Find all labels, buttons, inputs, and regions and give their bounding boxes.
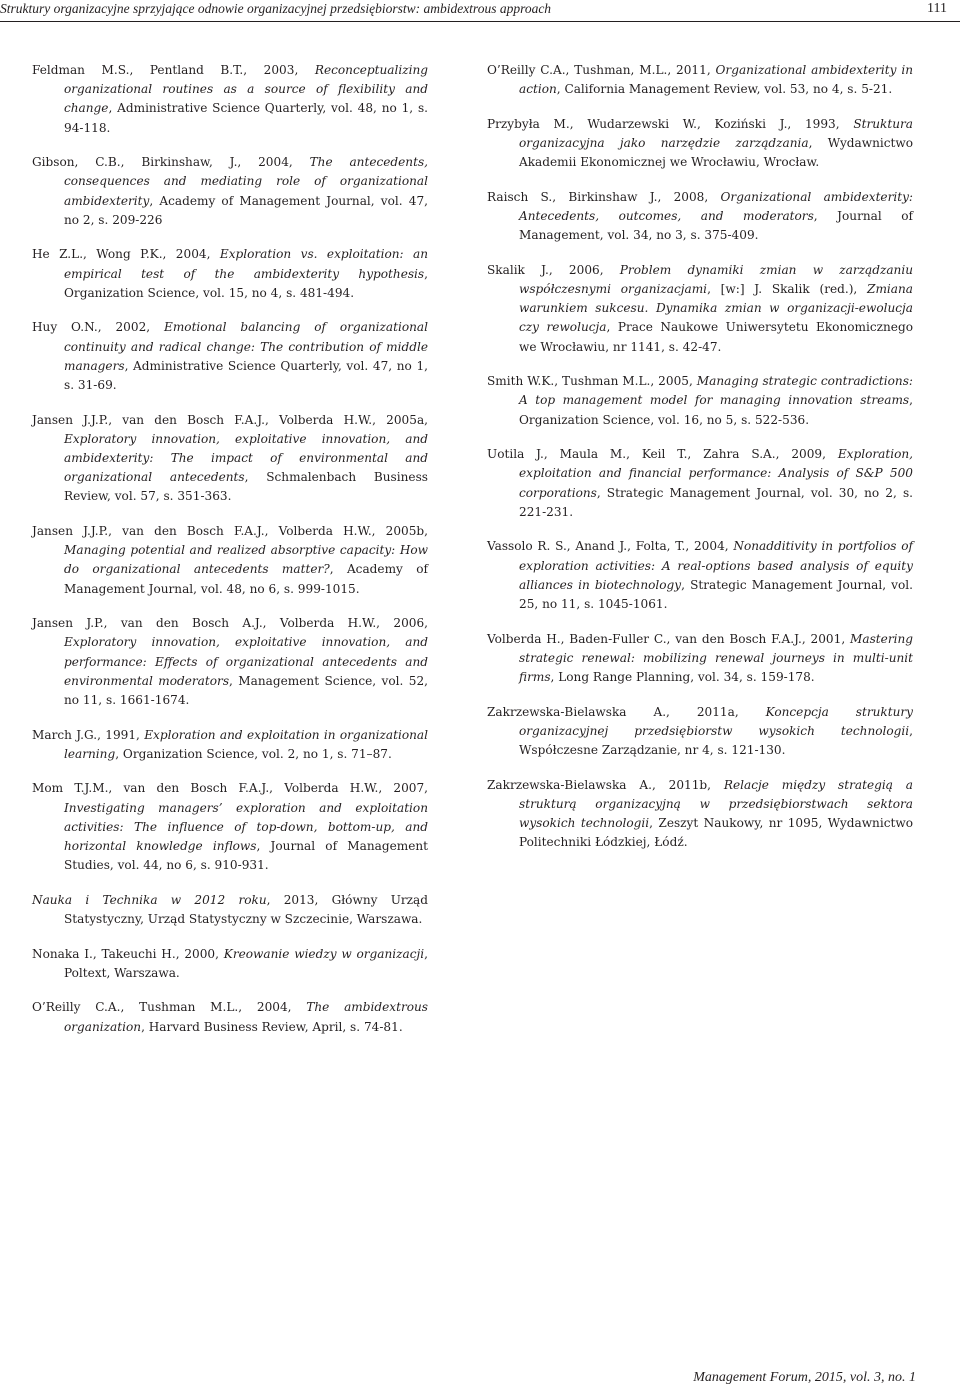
reference-authors: Przybyła M., Wudarzewski W., Koziński J., 1993, [487, 116, 854, 131]
journal-footer: Management Forum, 2015, vol. 3, no. 1 [693, 1370, 916, 1385]
reference-entry [32, 318, 428, 395]
reference-source: , Zeszyt Naukowy, nr 1095, Wydawnictwo Politechniki Łódzkiej, Łódź. [519, 816, 913, 850]
reference-title: Zmiana warunkiem sukcesu. Dynamika zmian w organizacji-ewolucja czy rewolucja [519, 282, 913, 335]
reference-title: Organizational ambidexterity in action [519, 63, 913, 97]
reference-source: , Administrative Science Quarterly, vol. 47, no 1, s. 31-69. [64, 358, 428, 393]
reference-entry [487, 445, 913, 522]
reference-title: Exploration vs. exploitation: an empirical test of the ambidexterity hypothesis [64, 247, 429, 281]
reference-title: Emotional balancing of organizational continuity and radical change: The contribution of middle managers [64, 320, 428, 373]
reference-entry [487, 776, 913, 853]
reference-entry [487, 372, 913, 430]
reference-authors: Nonaka I., Takeuchi H., 2000, [32, 946, 224, 961]
reference-source: , Journal of Management, vol. 34, no 3, s. 375-409. [519, 209, 913, 243]
reference-title: Nonadditivity in portfolios of exploration activities: A real-options based analysis of equity alliances in biotechnology [519, 539, 913, 592]
references-right-column [487, 61, 913, 868]
reference-authors: Volberda H., Baden-Fuller C., van den Bosch F.A.J., 2001, [487, 631, 850, 646]
reference-authors: He Z.L., Wong P.K., 2004, [32, 247, 220, 262]
reference-entry [487, 703, 913, 761]
reference-entry [32, 522, 428, 599]
reference-title: Problem dynamiki zmian w zarządzaniu współczesnymi organizacjami [519, 262, 913, 296]
reference-authors: O’Reilly C.A., Tushman M.L., 2004, [32, 1000, 307, 1015]
reference-authors: Zakrzewska-Bielawska A., 2011a, [487, 704, 766, 719]
reference-source: , Strategic Management Journal, vol. 30, no 2, s. 221-231. [519, 485, 913, 519]
reference-title: Nauka i Technika w 2012 roku [32, 892, 267, 907]
reference-authors: Skalik J., 2006, [487, 262, 620, 277]
reference-entry [32, 998, 428, 1036]
reference-title: Exploratory innovation, exploitative innovation, and ambidexterity: The impact of environmental and organizational antecedents [64, 431, 428, 485]
reference-entry [32, 779, 428, 875]
reference-title: Exploration and exploitation in organizational learning [64, 727, 428, 761]
reference-source: , Academy of Management Journal, vol. 47, no 2, s. 209-226 [64, 193, 428, 227]
reference-title: Struktura organizacyjna jako narzędzie zarządzania [519, 116, 913, 150]
reference-authors: Jansen J.J.P., van den Bosch F.A.J., Volberda H.W., 2005a, [32, 412, 428, 427]
reference-source: , 2013, Główny Urząd Statystyczny, Urząd Statystyczny w Szczecinie, Warszawa. [64, 892, 428, 927]
reference-title: Reconceptualizing organizational routines as a source of flexibility and change [64, 63, 428, 116]
reference-title: Exploratory innovation, exploitative innovation, and performance: Effects of organizational antecedents and environmental moderators [64, 635, 428, 688]
reference-source: , California Management Review, vol. 53, no 4, s. 5-21. [556, 82, 893, 97]
reference-authors: Smith W.K., Tushman M.L., 2005, [487, 374, 697, 389]
references-left-column [32, 61, 428, 1052]
reference-title: The ambidextrous organization [64, 1000, 429, 1034]
reference-authors: Vassolo R. S., Anand J., Folta, T., 2004, [487, 539, 734, 554]
reference-entry [32, 614, 428, 710]
reference-entry [32, 945, 428, 983]
reference-source: , Academy of Management Journal, vol. 48, no 6, s. 999-1015. [64, 562, 428, 596]
reference-title: The antecedents, consequences and mediating role of organizational ambidexterity [64, 155, 429, 208]
reference-source: , Organization Science, vol. 16, no 5, s. 522-536. [519, 393, 913, 427]
reference-authors: March J.G., 1991, [32, 727, 145, 742]
reference-source: , Organization Science, vol. 2, no 1, s. 71–87. [115, 746, 392, 761]
reference-source: , [w:] J. Skalik (red.), [707, 282, 868, 296]
reference-authors: Zakrzewska-Bielawska A., 2011b, [487, 777, 724, 792]
reference-entry [487, 537, 913, 614]
reference-entry [487, 61, 913, 99]
reference-source: , Management Science, vol. 52, no 11, s. 1661-1674. [64, 673, 428, 708]
reference-source: , Wydawnictwo Akademii Ekonomicznej we Wrocławiu, Wrocław. [519, 136, 913, 170]
reference-source: , Long Range Planning, vol. 34, s. 159-178. [550, 670, 815, 685]
reference-authors: Huy O.N., 2002, [32, 320, 164, 335]
reference-authors: Mom T.J.M., van den Bosch F.A.J., Volberda H.W., 2007, [32, 781, 428, 796]
reference-title: Relacje między strategią a strukturą organizacyjną w przedsiębiorstwach sektora wysokich technologii [519, 777, 913, 831]
reference-authors: Raisch S., Birkinshaw J., 2008, [487, 189, 721, 204]
reference-title: Koncepcja struktury organizacyjnej przedsiębiorstw wysokich technologii [519, 704, 913, 738]
reference-entry [32, 891, 428, 929]
reference-entry [487, 188, 913, 246]
reference-title: Exploration, exploitation and financial performance: Analysis of S&P 500 corporations [519, 447, 913, 500]
reference-entry [487, 630, 913, 688]
reference-entry [32, 411, 428, 507]
reference-authors: Feldman M.S., Pentland B.T., 2003, [32, 63, 315, 77]
reference-title: Kreowanie wiedzy w organizacji [223, 946, 425, 961]
reference-title: Organizational ambidexterity: Antecedents, outcomes, and moderators [519, 189, 914, 223]
running-title: Struktury organizacyjne sprzyjające odnowie organizacyjnej przedsiębiorstw: ambidextrous approach [0, 1, 552, 16]
reference-authors: O’Reilly C.A., Tushman, M.L., 2011, [487, 63, 716, 77]
reference-source: , Schmalenbach Business Review, vol. 57, s. 351-363. [64, 470, 428, 504]
reference-entry [32, 726, 428, 764]
reference-source: , Poltext, Warszawa. [64, 946, 428, 980]
reference-authors: Jansen J.J.P., van den Bosch F.A.J., Volberda H.W., 2005b, [32, 524, 428, 539]
reference-authors: Jansen J.P., van den Bosch A.J., Volberda H.W., 2006, [32, 616, 428, 631]
reference-title: Managing strategic contradictions: A top management model for managing innovation streams [519, 374, 913, 408]
reference-entry [487, 115, 913, 173]
reference-entry [32, 61, 428, 138]
reference-source: , Organization Science, vol. 15, no 4, s. 481-494. [64, 266, 428, 300]
reference-entry [32, 153, 428, 230]
page-header [0, 0, 960, 22]
header-rule [0, 21, 960, 22]
reference-source: , Journal of Management Studies, vol. 44, no 6, s. 910-931. [64, 839, 429, 873]
reference-source: , Harvard Business Review, April, s. 74-81. [141, 1019, 403, 1034]
reference-source: , Współczesne Zarządzanie, nr 4, s. 121-130. [519, 723, 913, 758]
reference-source: , Strategic Management Journal, vol. 25, no 11, s. 1045-1061. [519, 577, 913, 612]
reference-authors: Gibson, C.B., Birkinshaw, J., 2004, [32, 155, 310, 170]
reference-title: Managing potential and realized absorptive capacity: How do organizational antecedents matter? [64, 543, 428, 577]
reference-source: , Administrative Science Quarterly, vol. 48, no 1, s. 94-118. [64, 101, 428, 135]
reference-source: , Prace Naukowe Uniwersytetu Ekonomicznego we Wrocławiu, nr 1141, s. 42-47. [519, 320, 913, 354]
reference-entry [487, 261, 913, 357]
reference-title: Mastering strategic renewal: mobilizing renewal journeys in multi-unit firms [519, 631, 913, 685]
reference-authors: Uotila J., Maula M., Keil T., Zahra S.A., 2009, [487, 447, 838, 462]
page-number: 111 [927, 1, 947, 16]
reference-entry [32, 245, 428, 303]
reference-title: Investigating managers’ exploration and exploitation activities: The influence of top-down, bottom-up, and horizontal knowledge inflows [64, 800, 428, 854]
